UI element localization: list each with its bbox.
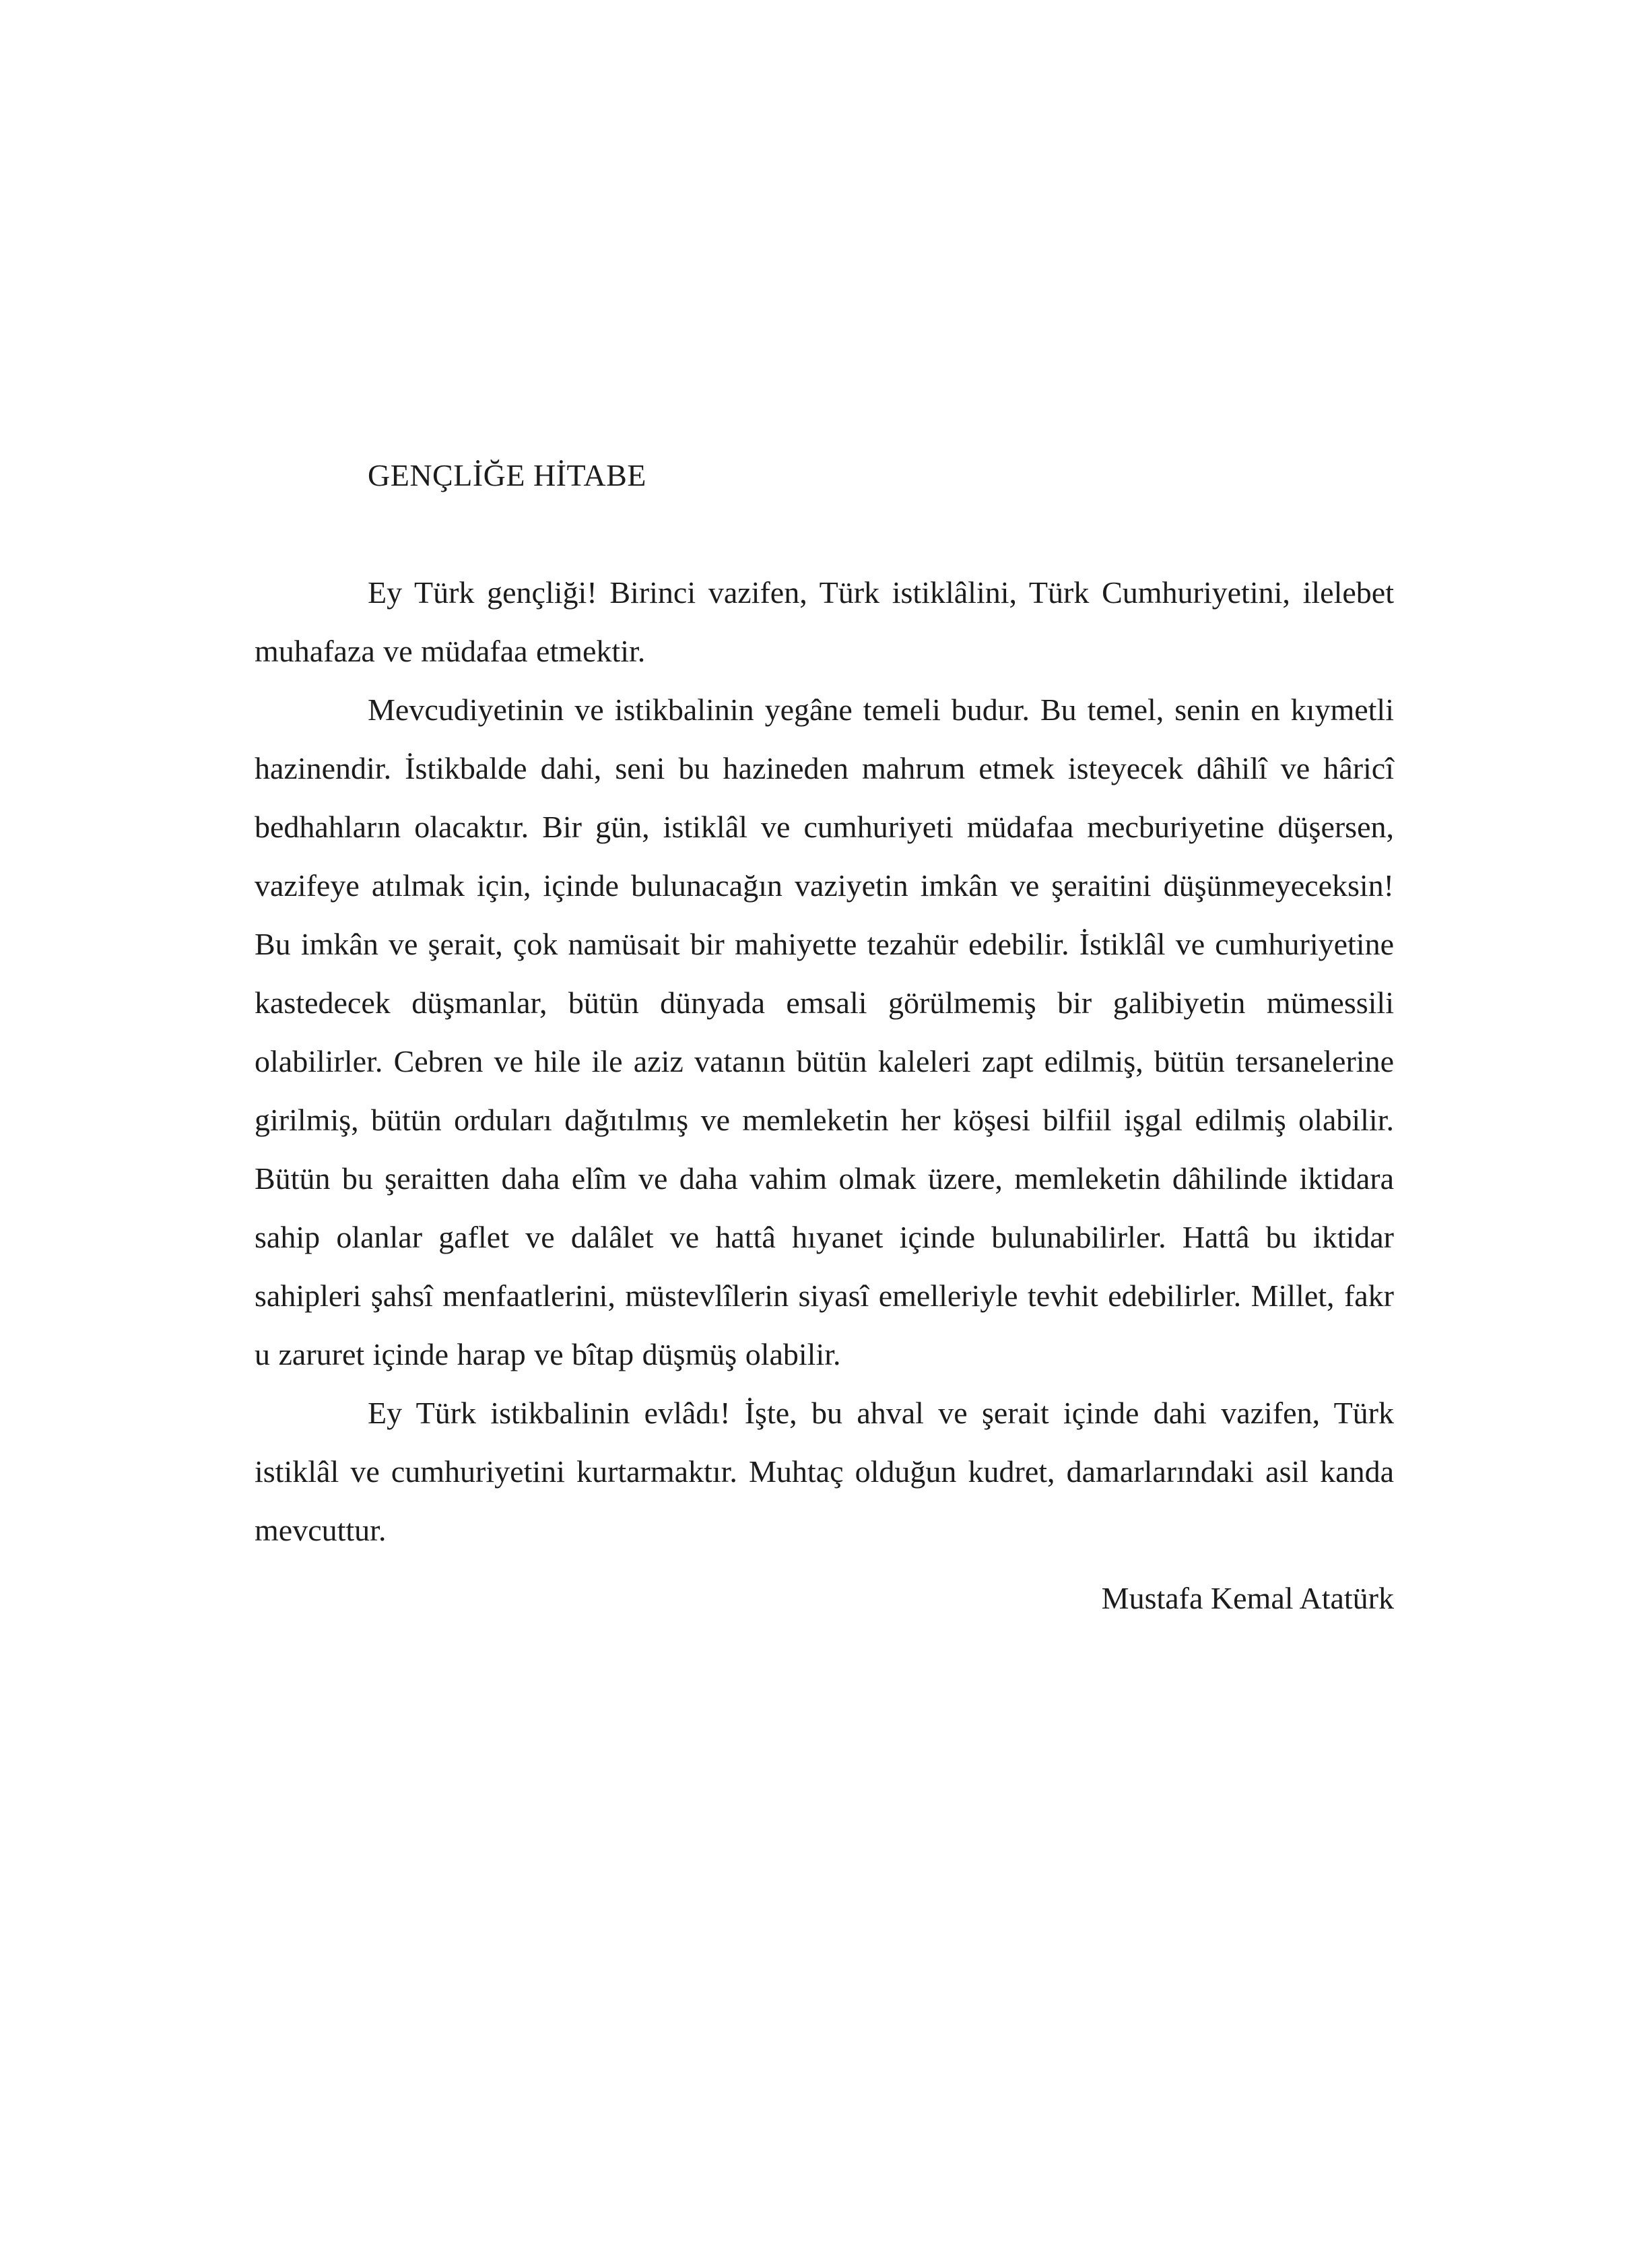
- paragraph-opening: Ey Türk gençliği! Birinci vazifen, Türk istiklâlini, Türk Cumhuriyetini, ilelebet muhafaza ve müdafaa etmektir.: [255, 575, 1394, 668]
- document-content: [255, 446, 1394, 1627]
- document-title: GENÇLİĞE HİTABE: [368, 458, 646, 492]
- paragraph-body: Mevcudiyetinin ve istikbalinin yegâne temeli budur. Bu temel, senin en kıymetli hazinendir. İstikbalde dahi, seni bu hazineden mahrum etmek isteyecek dâhilî ve hâricî bedhahların olacaktır. Bir gün, istiklâl ve cumhuriyeti müdafaa mecburiyetine düşersen, vazifeye atılmak için, içinde bulunacağın vaziyetin imkân ve şeraitini düşünmeyeceksin! Bu imkân ve şerait, çok namüsait bir mahiyette tezahür edebilir. İstiklâl ve cumhuriyetine kastedecek düşmanlar, bütün dünyada emsali görülmemiş bir galibiyetin mümessili olabilirler. Cebren ve hile ile aziz vatanın bütün kaleleri zapt edilmiş, bütün tersanelerine girilmiş, bütün orduları dağıtılmış ve memleketin her köşesi bilfiil işgal edilmiş olabilir. Bütün bu şeraitten daha elîm ve daha vahim olmak üzere, memleketin dâhilinde iktidara sahip olanlar gaflet ve dalâlet ve hattâ hıyanet içinde bulunabilirler. Hattâ bu iktidar sahipleri şahsî menfaatlerini, müstevlîlerin siyasî emelleriyle tevhit edebilirler. Millet, fakr u zaruret içinde harap ve bîtap düşmüş olabilir.: [255, 692, 1394, 1371]
- signature: Mustafa Kemal Atatürk: [1101, 1581, 1394, 1615]
- paragraph-closing: Ey Türk istikbalinin evlâdı! İşte, bu ahval ve şerait içinde dahi vazifen, Türk istiklâl ve cumhuriyetini kurtarmaktır. Muhtaç olduğun kudret, damarlarındaki asil kanda mevcuttur.: [255, 1396, 1394, 1547]
